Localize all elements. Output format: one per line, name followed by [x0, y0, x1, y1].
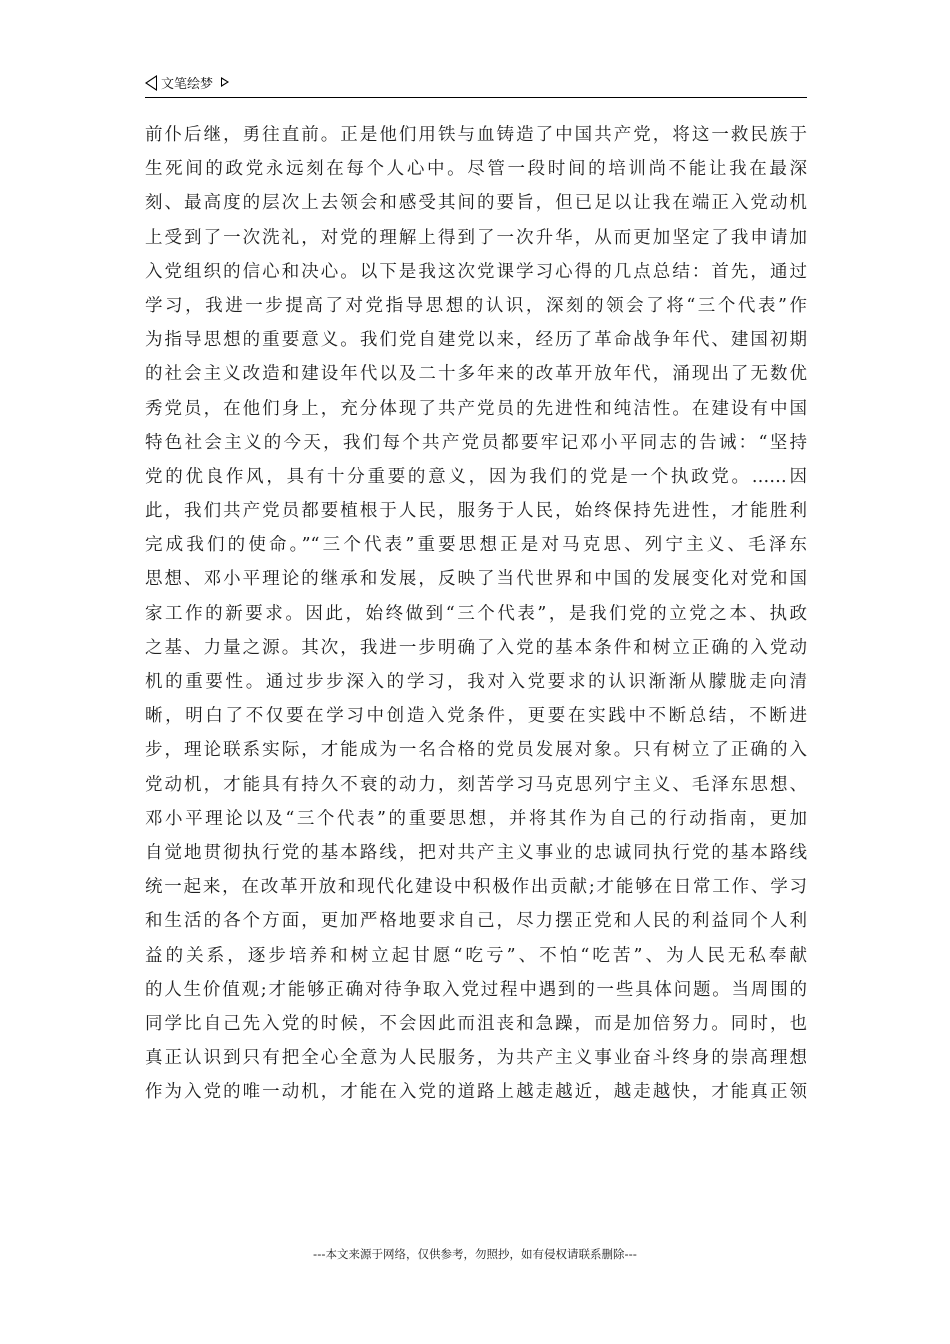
- body-text: [145, 118, 807, 1109]
- text-line: 和生活的各个方面，更加严格地要求自己，尽力摆正党和人民的利益同个人利: [145, 911, 807, 932]
- text-line: 生死间的政党永远刻在每个人心中。尽管一段时间的培训尚不能让我在最深: [145, 159, 807, 180]
- text-line: 作为入党的唯一动机，才能在入党的道路上越走越近，越走越快，才能真正领: [145, 1082, 807, 1103]
- text-line: 同学比自己先入党的时候，不会因此而沮丧和急躁，而是加倍努力。同时，也: [145, 1013, 807, 1034]
- text-line: 前仆后继，勇往直前。正是他们用铁与血铸造了中国共产党，将这一救民族于: [145, 125, 807, 145]
- text-line: 秀党员，在他们身上，充分体现了共产党员的先进性和纯洁性。在建设有中国: [145, 398, 807, 419]
- header-title: 文笔绘梦: [161, 77, 214, 92]
- text-line: 为指导思想的重要意义。我们党自建党以来，经历了革命战争年代、建国初期: [145, 330, 807, 351]
- triangle-left-icon: [145, 75, 157, 91]
- text-line: 入党组织的信心和决心。以下是我这次党课学习心得的几点总结：首先，通过: [145, 261, 807, 282]
- text-line: 自觉地贯彻执行党的基本路线，把对共产主义事业的忠诚同执行党的基本路线: [145, 842, 807, 863]
- text-line: 统一起来，在改革开放和现代化建设中积极作出贡献;才能够在日常工作、学习: [145, 877, 807, 898]
- triangle-right-icon: [221, 77, 229, 87]
- text-line: 上受到了一次洗礼，对党的理解上得到了一次升华，从而更加坚定了我申请加: [145, 227, 807, 248]
- text-line: 家工作的新要求。因此，始终做到“三个代表”，是我们党的立党之本、执政: [145, 603, 807, 624]
- text-line: 此，我们共产党员都要植根于人民，服务于人民，始终保持先进性，才能胜利: [145, 501, 807, 522]
- text-line: 邓小平理论以及“三个代表”的重要思想，并将其作为自己的行动指南，更加: [145, 808, 807, 829]
- text-line: 完成我们的使命。”“三个代表”重要思想正是对马克思、列宁主义、毛泽东: [145, 535, 807, 556]
- text-line: 思想、邓小平理论的继承和发展，反映了当代世界和中国的发展变化对党和国: [145, 569, 807, 590]
- text-line: 的人生价值观;才能够正确对待争取入党过程中遇到的一些具体问题。当周围的: [145, 979, 807, 1000]
- text-line: 特色社会主义的今天，我们每个共产党员都要牢记邓小平同志的告诫：“坚持: [145, 432, 807, 453]
- text-line: 学习，我进一步提高了对党指导思想的认识，深刻的领会了将“三个代表”作: [145, 295, 807, 316]
- text-line: 之基、力量之源。其次，我进一步明确了入党的基本条件和树立正确的入党动: [145, 637, 807, 658]
- text-line: 刻、最高度的层次上去领会和感受其间的要旨，但已足以让我在端正入党动机: [145, 193, 807, 214]
- text-line: 步，理论联系实际，才能成为一名合格的党员发展对象。只有树立了正确的入: [145, 740, 807, 761]
- page-footer: ---本文来源于网络，仅供参考，勿照抄，如有侵权请联系删除---: [313, 1247, 637, 1261]
- text-line: 晰，明白了不仅要在学习中创造入党条件，更要在实践中不断总结，不断进: [145, 706, 807, 727]
- text-line: 机的重要性。通过步步深入的学习，我对入党要求的认识渐渐从朦胧走向清: [145, 672, 807, 692]
- text-line: 真正认识到只有把全心全意为人民服务，为共产主义事业奋斗终身的崇高理想: [145, 1048, 807, 1069]
- page-header: [145, 72, 807, 98]
- text-line: 党动机，才能具有持久不衰的动力，刻苦学习马克思列宁主义、毛泽东思想、: [145, 774, 807, 795]
- text-line: 的社会主义改造和建设年代以及二十多年来的改革开放年代，涌现出了无数优: [145, 364, 807, 385]
- text-line: 党的优良作风，具有十分重要的意义，因为我们的党是一个执政党。……因: [145, 466, 807, 487]
- text-line: 益的关系，逐步培养和树立起甘愿“吃亏”、不怕“吃苦”、为人民无私奉献: [145, 945, 807, 966]
